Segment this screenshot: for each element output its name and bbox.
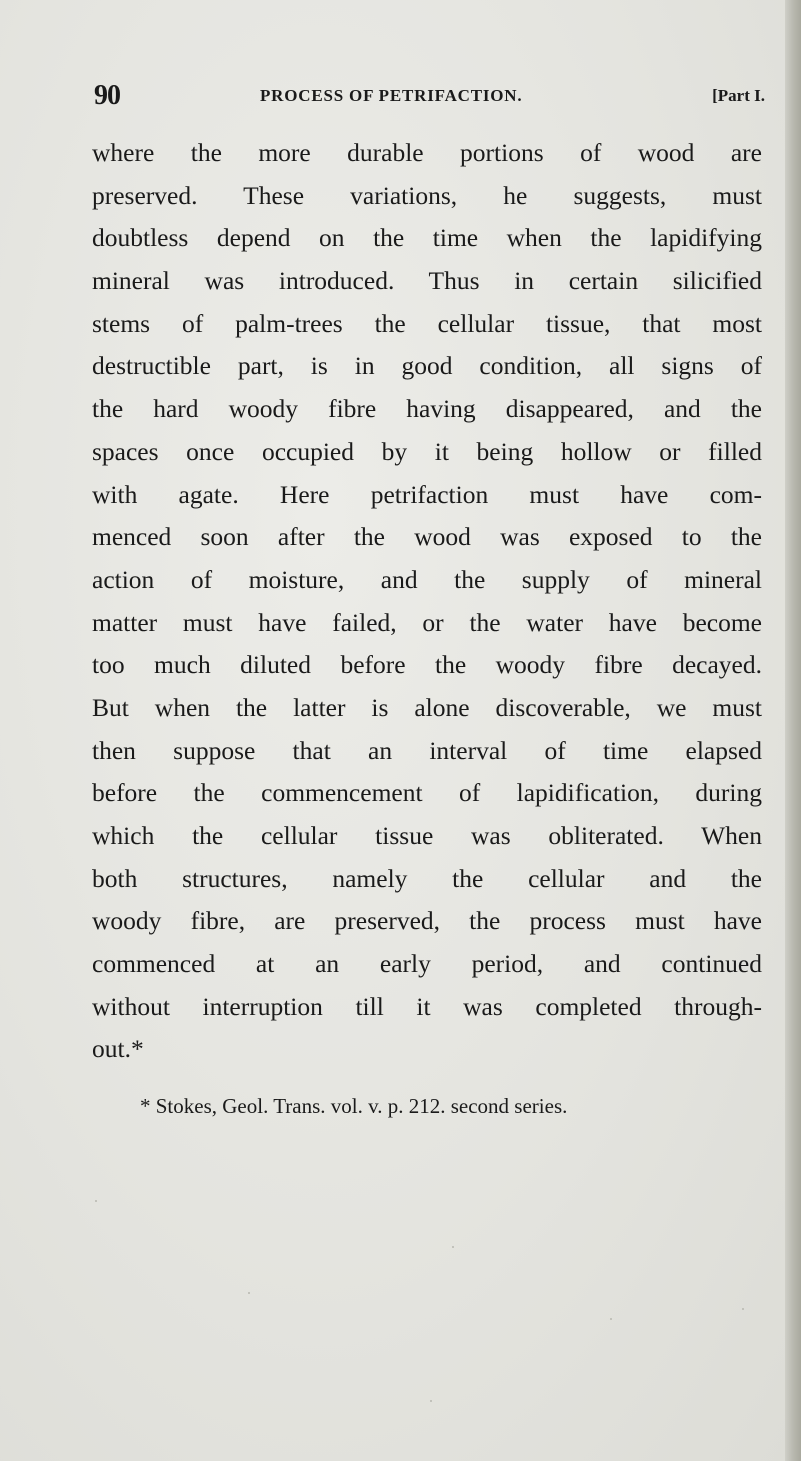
paper-speck xyxy=(95,1200,97,1202)
running-title: PROCESS OF PETRIFACTION. xyxy=(260,86,523,105)
text-line: too much diluted before the woody fibre decayed. xyxy=(92,650,762,680)
text-line: with agate. Here petrifaction must have com- xyxy=(92,479,762,509)
text-line: spaces once occupied by it being hollow or filled xyxy=(92,436,762,466)
paper-speck xyxy=(610,1318,612,1320)
text-line: mineral was introduced. Thus in certain silicified xyxy=(92,266,762,296)
page-number: 90 xyxy=(94,80,120,111)
text-line: both structures, namely the cellular and the xyxy=(92,863,762,893)
footnote: * Stokes, Geol. Trans. vol. v. p. 212. second series. xyxy=(140,1094,568,1118)
text-line: commenced at an early period, and continued xyxy=(92,949,762,979)
text-line: out.* xyxy=(92,1034,144,1064)
text-line: doubtless depend on the time when the lapidifying xyxy=(92,223,762,253)
paper-speck xyxy=(452,1246,454,1248)
text-line: matter must have failed, or the water have become xyxy=(92,607,762,637)
paper-speck xyxy=(742,1308,744,1310)
text-line: stems of palm-trees the cellular tissue, that most xyxy=(92,308,762,338)
text-line: before the commencement of lapidification, during xyxy=(92,778,762,808)
text-line: the hard woody fibre having disappeared, and the xyxy=(92,394,762,424)
section-label: [Part I. xyxy=(712,86,765,105)
text-line: menced soon after the wood was exposed to the xyxy=(92,522,762,552)
text-line: without interruption till it was completed through- xyxy=(92,991,762,1021)
running-header xyxy=(94,76,769,116)
text-line: action of moisture, and the supply of mineral xyxy=(92,564,762,594)
body-paragraph xyxy=(92,132,762,1071)
text-line: which the cellular tissue was obliterated. When xyxy=(92,821,762,850)
text-line: woody fibre, are preserved, the process must have xyxy=(92,906,762,936)
text-line: But when the latter is alone discoverable, we must xyxy=(92,692,762,722)
text-line: destructible part, is in good condition, all signs of xyxy=(92,351,762,381)
page-edge-shadow xyxy=(785,0,801,1461)
text-line: preserved. These variations, he suggests, must xyxy=(92,180,762,210)
text-line: then suppose that an interval of time elapsed xyxy=(92,735,762,765)
paper-speck xyxy=(430,1400,432,1402)
text-line: where the more durable portions of wood are xyxy=(92,138,762,167)
paper-speck xyxy=(248,1292,250,1294)
